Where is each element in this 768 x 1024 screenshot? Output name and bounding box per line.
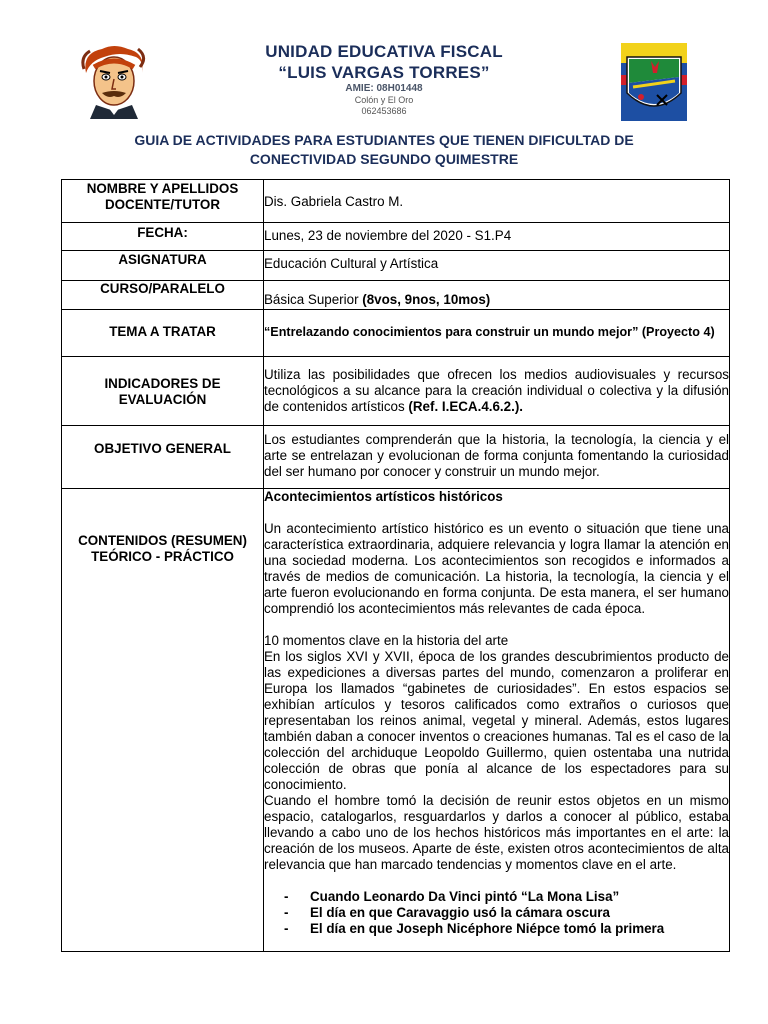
teacher-name: Dis. Gabriela Castro M.: [264, 194, 404, 209]
label-topic: TEMA A TRATAR: [62, 310, 264, 357]
contents-paragraph-2: En los siglos XVI y XVII, época de los grandes descubrimientos producto de las expediciones a diversas partes del mundo, comenzaron a proliferar en Europa los llamados “gabinetes de curiosidades”. En estos espacios se exhibían artículos y tesoros calificados como extraños o curiosos que representaban los reinos animal, vegetal y mineral. Además, estos lugares también daban a conocer inventos o creaciones humanas. Tal es el caso de la colección del archiduque Leopoldo Guillermo, quien ostentaba una nutrida colección de obras que ponía al alcance de los espectadores para su conocimiento.: [264, 649, 729, 792]
list-item: - El día en que Joseph Nicéphore Niépce tomó la primera: [284, 921, 729, 937]
course-groups: (8vos, 9nos, 10mos): [362, 292, 491, 307]
label-objective: OBJETIVO GENERAL: [62, 426, 264, 489]
label-subject: ASIGNATURA: [62, 251, 264, 281]
label-course: CURSO/PARALELO: [62, 281, 264, 310]
label-contents-line-1: CONTENIDOS (RESUMEN): [78, 533, 247, 548]
row-teacher: [62, 180, 730, 223]
school-type-title: UNIDAD EDUCATIVA FISCAL: [265, 42, 503, 61]
label-indicators-line-2: EVALUACIÓN: [118, 392, 207, 407]
value-topic: [264, 310, 730, 357]
label-date: FECHA:: [62, 223, 264, 251]
contents-heading: Acontecimientos artísticos históricos: [264, 489, 503, 504]
label-indicators-line-1: INDICADORES DE: [104, 376, 221, 391]
guide-title-line-2: CONECTIVIDAD SEGUNDO QUIMESTRE: [249, 151, 519, 167]
contents-paragraph-3: Cuando el hombre tomó la decisión de reunir estos objetos en un mismo espacio, catalogarlos, resguardarlos y darlos a conocer al público, estaba llevando a cabo uno de los hechos históricos más importantes en el arte: la creación de los museos. Aparte de éste, existen otros acontecimientos de alta relevancia que han marcado tendencias y momentos clave en el arte.: [264, 793, 729, 872]
value-objective: Los estudiantes comprenderán que la historia, la tecnología, la ciencia y el arte se entrelazan y evolucionan de forma conjunta fomentando la curiosidad del ser humano por conocer y construir un mundo mejor.: [264, 426, 730, 489]
course-level: Básica Superior: [264, 292, 363, 307]
value-indicators: [264, 357, 730, 426]
label-indicators: [62, 357, 264, 426]
contents-subheading: 10 momentos clave en la historia del arte: [264, 633, 509, 648]
indicators-ref: (Ref. I.ECA.4.6.2.).: [408, 399, 523, 414]
label-contents-line-2: TEÓRICO - PRÁCTICO: [91, 549, 234, 564]
list-item: - El día en que Caravaggio usó la cámara oscura: [284, 905, 729, 921]
value-course: [264, 281, 730, 310]
label-teacher-line-2: DOCENTE/TUTOR: [104, 197, 221, 212]
value-teacher: [264, 180, 730, 223]
topic-text: “Entrelazando conocimientos para construir un mundo mejor” (Proyecto 4): [264, 325, 715, 339]
value-subject: Educación Cultural y Artística: [264, 251, 730, 281]
contents-paragraph-1: Un acontecimiento artístico histórico es un evento o situación que tiene una característica extraordinaria, adquiere relevancia y logra llamar la atención en una sociedad moderna. Los acontecimientos son recogidos e informados a través de medios de comunicación. La historia, la tecnología, la ciencia y el arte fueron evolucionando en forma conjunta. De esta manera, el ser humano comprendió los acontecimientos más relevantes de cada época.: [264, 521, 729, 616]
row-topic: [62, 310, 730, 357]
guide-title: [0, 131, 768, 169]
school-name-title: “LUIS VARGAS TORRES”: [278, 63, 490, 82]
list-item: - Cuando Leonardo Da Vinci pintó “La Mona Lisa”: [284, 889, 729, 905]
label-teacher-line-1: NOMBRE Y APELLIDOS: [86, 181, 239, 196]
row-contents: [62, 489, 730, 952]
row-subject: [62, 251, 730, 281]
label-teacher: [62, 180, 264, 223]
indicators-text: Utiliza las posibilidades que ofrecen los medios audiovisuales y recursos tecnológicos a su alcance para la creación individual o colectiva y la difusión de contenidos artísticos: [264, 367, 729, 414]
amie-code: AMIE: 08H01448: [345, 83, 423, 94]
row-date: [62, 223, 730, 251]
value-contents: [264, 489, 730, 952]
row-objective: [62, 426, 730, 489]
value-date: Lunes, 23 de noviembre del 2020 - S1.P4: [264, 223, 730, 251]
school-phone: 062453686: [361, 106, 407, 116]
row-course: [62, 281, 730, 310]
row-indicators: [62, 357, 730, 426]
school-address: Colón y El Oro: [354, 95, 414, 105]
activity-guide-table: [61, 179, 730, 952]
guide-title-line-1: GUIA DE ACTIVIDADES PARA ESTUDIANTES QUE TIENEN DIFICULTAD DE: [134, 132, 634, 148]
key-moments-list: [264, 889, 729, 937]
label-contents: [62, 489, 264, 952]
